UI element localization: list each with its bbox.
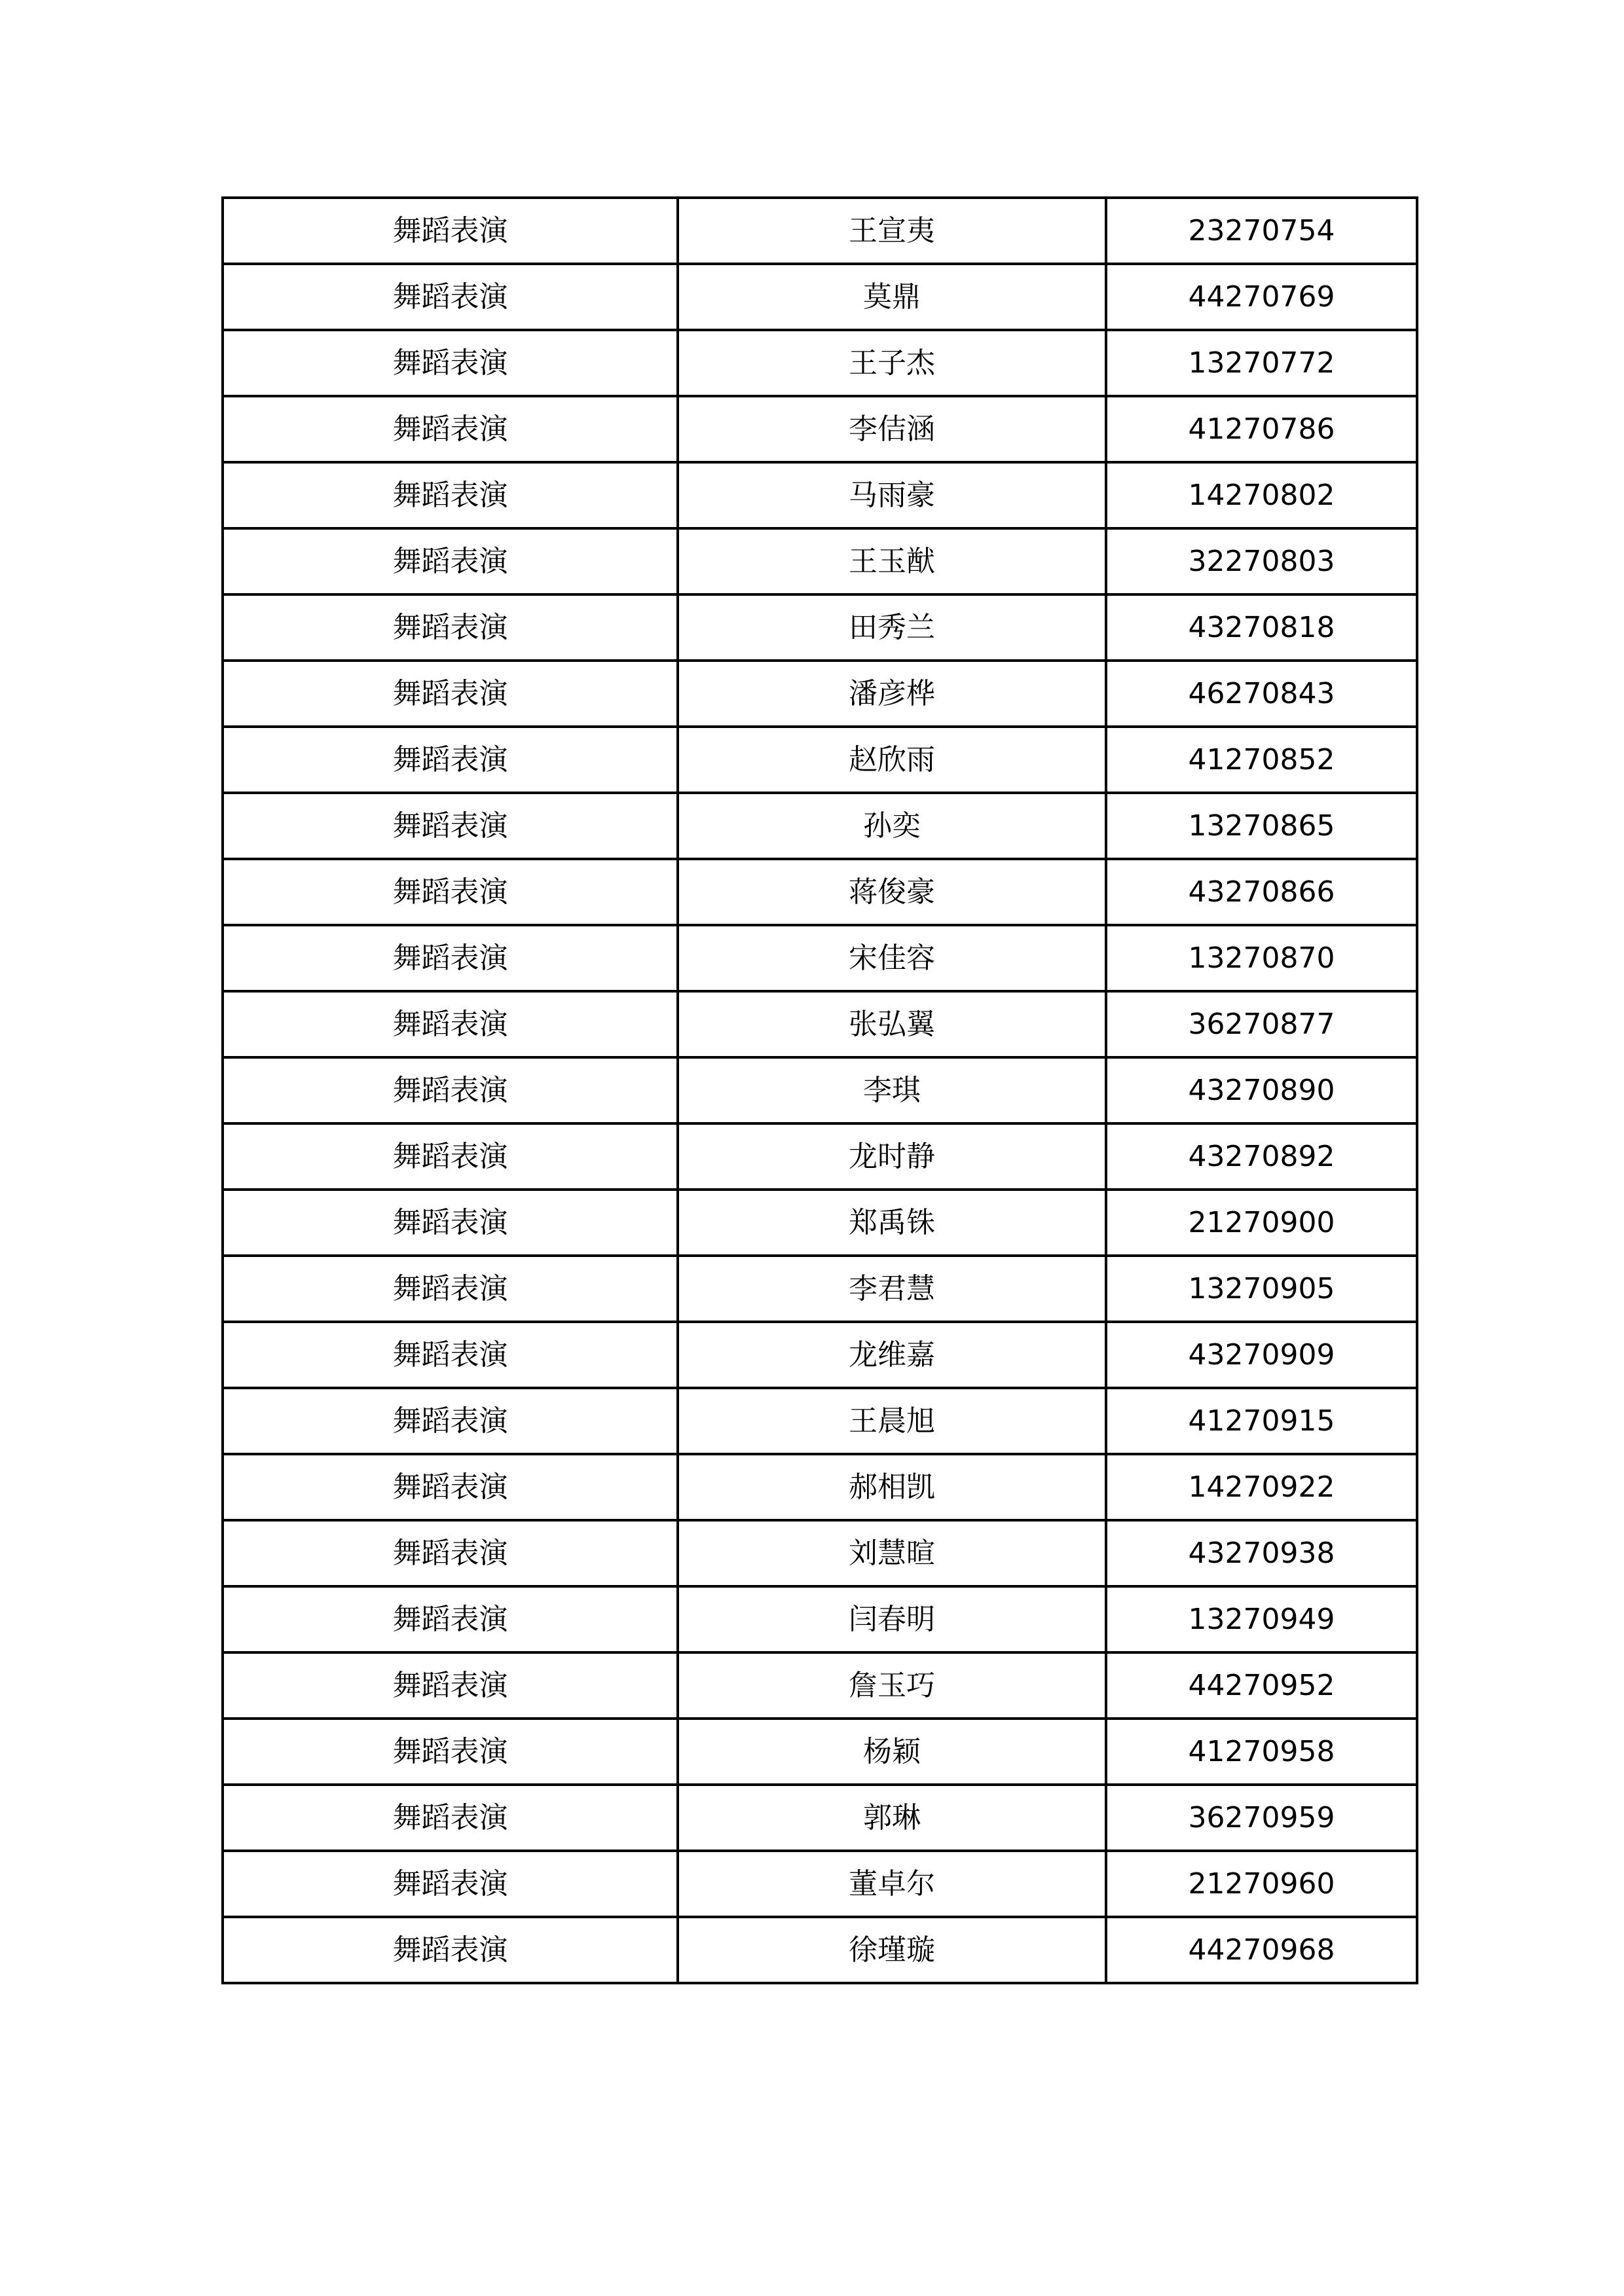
major-cell: 舞蹈表演 <box>223 793 678 859</box>
name-cell: 龙维嘉 <box>678 1322 1106 1388</box>
table-row <box>223 1719 1417 1785</box>
name-cell: 杨颖 <box>678 1719 1106 1785</box>
results-table <box>221 196 1418 1984</box>
id-cell: 14270802 <box>1106 462 1417 528</box>
name-cell: 蒋俊豪 <box>678 859 1106 925</box>
name-cell: 李琪 <box>678 1057 1106 1123</box>
id-cell: 43270890 <box>1106 1057 1417 1123</box>
table-row <box>223 264 1417 330</box>
name-cell: 郭琳 <box>678 1785 1106 1851</box>
table-row <box>223 1190 1417 1256</box>
major-cell: 舞蹈表演 <box>223 528 678 594</box>
id-cell: 13270772 <box>1106 330 1417 396</box>
name-cell: 郑禹铢 <box>678 1190 1106 1256</box>
id-cell: 43270892 <box>1106 1123 1417 1190</box>
id-cell: 13270870 <box>1106 925 1417 991</box>
id-cell: 21270900 <box>1106 1190 1417 1256</box>
major-cell: 舞蹈表演 <box>223 264 678 330</box>
id-cell: 36270877 <box>1106 991 1417 1057</box>
name-cell: 闫春明 <box>678 1586 1106 1652</box>
table-row <box>223 1123 1417 1190</box>
major-cell: 舞蹈表演 <box>223 594 678 661</box>
table-row <box>223 1652 1417 1719</box>
major-cell: 舞蹈表演 <box>223 1719 678 1785</box>
major-cell: 舞蹈表演 <box>223 1851 678 1917</box>
major-cell: 舞蹈表演 <box>223 1123 678 1190</box>
major-cell: 舞蹈表演 <box>223 1322 678 1388</box>
id-cell: 41270958 <box>1106 1719 1417 1785</box>
id-cell: 44270769 <box>1106 264 1417 330</box>
table-row <box>223 1057 1417 1123</box>
major-cell: 舞蹈表演 <box>223 661 678 727</box>
name-cell: 宋佳容 <box>678 925 1106 991</box>
major-cell: 舞蹈表演 <box>223 1256 678 1322</box>
name-cell: 孙奕 <box>678 793 1106 859</box>
table-row <box>223 991 1417 1057</box>
table-row <box>223 594 1417 661</box>
id-cell: 41270852 <box>1106 727 1417 793</box>
table-row <box>223 1851 1417 1917</box>
name-cell: 赵欣雨 <box>678 727 1106 793</box>
table-row <box>223 1917 1417 1983</box>
major-cell: 舞蹈表演 <box>223 1190 678 1256</box>
major-cell: 舞蹈表演 <box>223 1454 678 1520</box>
name-cell: 张弘翼 <box>678 991 1106 1057</box>
name-cell: 郝相凯 <box>678 1454 1106 1520</box>
major-cell: 舞蹈表演 <box>223 198 678 264</box>
table-row <box>223 198 1417 264</box>
name-cell: 董卓尔 <box>678 1851 1106 1917</box>
id-cell: 43270938 <box>1106 1520 1417 1586</box>
table-row <box>223 1785 1417 1851</box>
major-cell: 舞蹈表演 <box>223 1785 678 1851</box>
table-body <box>223 198 1417 1983</box>
name-cell: 王宣夷 <box>678 198 1106 264</box>
name-cell: 潘彦桦 <box>678 661 1106 727</box>
name-cell: 田秀兰 <box>678 594 1106 661</box>
table-row <box>223 1520 1417 1586</box>
id-cell: 36270959 <box>1106 1785 1417 1851</box>
table-row <box>223 1586 1417 1652</box>
id-cell: 13270865 <box>1106 793 1417 859</box>
table-row <box>223 528 1417 594</box>
name-cell: 王子杰 <box>678 330 1106 396</box>
id-cell: 46270843 <box>1106 661 1417 727</box>
name-cell: 詹玉巧 <box>678 1652 1106 1719</box>
major-cell: 舞蹈表演 <box>223 1520 678 1586</box>
table-row <box>223 727 1417 793</box>
major-cell: 舞蹈表演 <box>223 1057 678 1123</box>
id-cell: 44270968 <box>1106 1917 1417 1983</box>
name-cell: 李佶涵 <box>678 396 1106 462</box>
table-row <box>223 1256 1417 1322</box>
name-cell: 莫鼎 <box>678 264 1106 330</box>
id-cell: 41270915 <box>1106 1388 1417 1454</box>
id-cell: 13270949 <box>1106 1586 1417 1652</box>
name-cell: 王玉猷 <box>678 528 1106 594</box>
major-cell: 舞蹈表演 <box>223 330 678 396</box>
name-cell: 王晨旭 <box>678 1388 1106 1454</box>
name-cell: 刘慧暄 <box>678 1520 1106 1586</box>
table-row <box>223 330 1417 396</box>
major-cell: 舞蹈表演 <box>223 1652 678 1719</box>
major-cell: 舞蹈表演 <box>223 925 678 991</box>
id-cell: 43270818 <box>1106 594 1417 661</box>
name-cell: 徐瑾璇 <box>678 1917 1106 1983</box>
table-row <box>223 859 1417 925</box>
table-row <box>223 793 1417 859</box>
major-cell: 舞蹈表演 <box>223 859 678 925</box>
name-cell: 李君慧 <box>678 1256 1106 1322</box>
id-cell: 44270952 <box>1106 1652 1417 1719</box>
table-row <box>223 396 1417 462</box>
major-cell: 舞蹈表演 <box>223 1388 678 1454</box>
table-row <box>223 1454 1417 1520</box>
id-cell: 23270754 <box>1106 198 1417 264</box>
table-row <box>223 1322 1417 1388</box>
table-row <box>223 462 1417 528</box>
major-cell: 舞蹈表演 <box>223 1586 678 1652</box>
major-cell: 舞蹈表演 <box>223 462 678 528</box>
major-cell: 舞蹈表演 <box>223 727 678 793</box>
major-cell: 舞蹈表演 <box>223 991 678 1057</box>
id-cell: 41270786 <box>1106 396 1417 462</box>
id-cell: 14270922 <box>1106 1454 1417 1520</box>
table-row <box>223 661 1417 727</box>
table-row <box>223 925 1417 991</box>
name-cell: 龙时静 <box>678 1123 1106 1190</box>
id-cell: 13270905 <box>1106 1256 1417 1322</box>
table-row <box>223 1388 1417 1454</box>
name-cell: 马雨豪 <box>678 462 1106 528</box>
document-page <box>221 196 1416 1984</box>
id-cell: 43270909 <box>1106 1322 1417 1388</box>
major-cell: 舞蹈表演 <box>223 1917 678 1983</box>
id-cell: 32270803 <box>1106 528 1417 594</box>
major-cell: 舞蹈表演 <box>223 396 678 462</box>
id-cell: 43270866 <box>1106 859 1417 925</box>
id-cell: 21270960 <box>1106 1851 1417 1917</box>
